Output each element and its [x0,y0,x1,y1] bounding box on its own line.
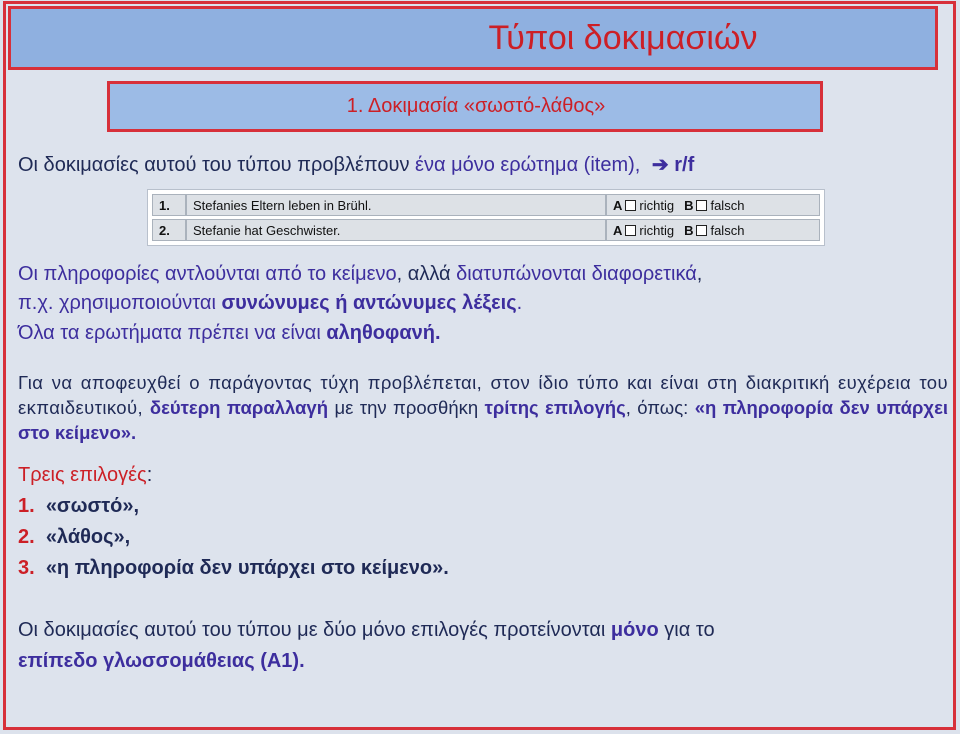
intro-highlight: ένα μόνο ερώτημα (item), [415,154,641,176]
option-b-letter: B [684,197,694,213]
rule-3-highlight: αληθοφανή. [326,322,441,344]
intro-line [18,152,694,177]
footer-line-2 [18,650,305,673]
rule-3-text: Όλα τα ερωτήματα πρέπει να είναι [18,322,327,344]
slide-frame [3,1,956,730]
option-a-label: richtig [639,222,675,238]
checkbox-icon [625,225,636,236]
choices-heading [18,464,152,487]
paragraph-text: , όπως: [625,397,695,418]
option-a-letter: A [613,222,623,238]
checkbox-icon [696,200,707,211]
example-options [606,194,820,216]
choice-number: 2. [18,526,35,548]
subtitle-bar [107,81,823,132]
option-b-letter: B [684,222,694,238]
example-exercise [147,189,825,246]
choices-heading-colon: : [146,464,153,486]
rule-line-2 [18,292,522,315]
rule-1-highlight-2: διατυπώνονται διαφορετικά [456,263,697,285]
example-row-number: 1. [152,194,186,216]
choice-text: «σωστό», [45,495,140,517]
choice-item [18,495,139,518]
checkbox-icon [625,200,636,211]
title-bar [8,6,938,70]
option-b-label: falsch [710,222,745,238]
variation-paragraph [18,370,948,445]
footer-highlight: μόνο [610,619,659,641]
example-row-number: 2. [152,219,186,241]
option-a [613,223,674,238]
footer-line-1 [18,619,715,642]
option-b [684,198,744,213]
footer-text: Οι δοκιμασίες αυτού του τύπου με δύο μόνο επιλογές προτείνονται [18,619,611,641]
intro-text: Οι δοκιμασίες αυτού του τύπου προβλέπουν [18,154,416,176]
paragraph-text: με την προσθήκη [328,397,485,418]
choice-item [18,526,130,549]
checkbox-icon [696,225,707,236]
example-statement: Stefanie hat Geschwister. [186,219,606,241]
paragraph-highlight: «η πληροφορία δεν υπάρχει στο κείμενο». [18,397,948,443]
choices-heading-text: Τρεις επιλογές [18,464,147,486]
choice-text: «λάθος», [45,526,131,548]
rule-2-highlight: συνώνυμες ή αντώνυμες λέξεις [221,292,517,314]
choice-number: 1. [18,495,35,517]
example-row [148,194,824,218]
choice-number: 3. [18,557,35,579]
rule-2-text: π.χ. χρησιμοποιούνται [18,292,222,314]
rule-1-highlight: Οι πληροφορίες αντλούνται από το κείμενο [18,263,397,285]
option-a [613,198,674,213]
section-subtitle: 1. Δοκιμασία «σωστό-λάθος» [346,95,606,117]
option-b-label: falsch [710,197,745,213]
rule-1-text: , αλλά [396,263,457,285]
example-row [148,219,824,243]
rule-2-period: . [516,292,523,314]
arrow-right-icon: ➔ [651,154,669,176]
choice-text: «η πληροφορία δεν υπάρχει στο κείμενο». [45,557,449,579]
rule-line-3 [18,322,441,345]
choice-item [18,557,449,580]
option-a-label: richtig [639,197,675,213]
footer-text-2: για το [658,619,715,641]
paragraph-highlight: δεύτερη παραλλαγή [149,397,329,418]
paragraph-highlight: τρίτης επιλογής [484,397,626,418]
option-a-letter: A [613,197,623,213]
paragraph-text: Για να αποφευχθεί ο παράγοντας τύχη προβλέπεται, στον ίδιο τύπο και είναι στη διακριτική ευχέρεια του εκπαιδευτικού, [18,372,948,418]
example-statement: Stefanies Eltern leben in Brühl. [186,194,606,216]
rule-line-1 [18,263,702,286]
rf-code: r/f [674,154,695,176]
rule-1-comma: , [696,263,703,285]
page-title: Τύποι δοκιμασιών [488,18,758,57]
example-options [606,219,820,241]
footer-level: επίπεδο γλωσσομάθειας (Α1). [18,650,305,672]
option-b [684,223,744,238]
